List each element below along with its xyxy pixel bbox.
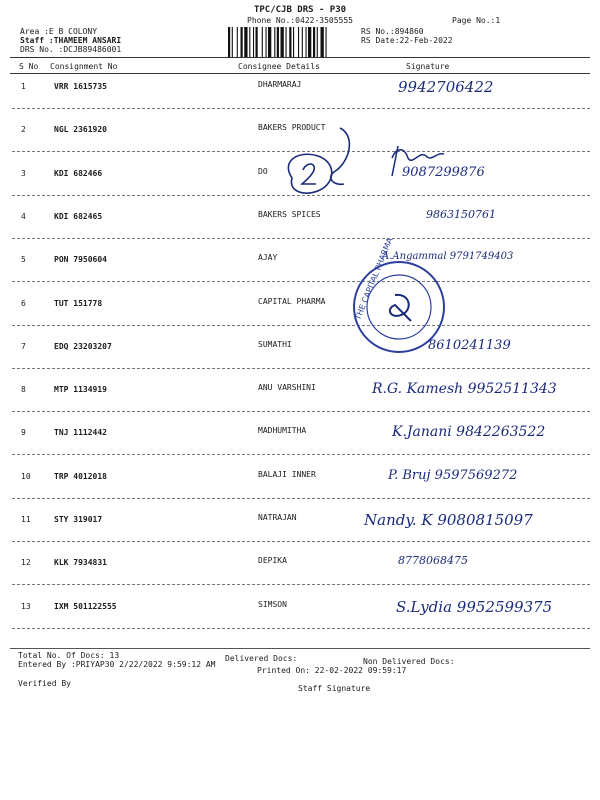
document-title: TPC/CJB DRS - P30 [253,5,347,15]
row-handwritten-signature: A.Angammal 9791749403 [382,251,514,263]
row-handwritten-signature: 9087299876 [402,164,485,180]
row-consignment-no: TNJ 1112442 [54,428,107,438]
row-consignee: BAKERS SPICES [258,209,321,219]
row-handwritten-signature: P. Bruj 9597569272 [388,467,518,483]
printed-on: Printed On: 22-02-2022 09:59:17 [257,666,407,675]
row-consignment-no: KDI 682465 [54,211,103,221]
footer-divider [10,648,590,649]
circled-two-mark [288,128,349,193]
area-label: Area :E B COLONY [20,27,98,36]
row-consignee: ANU VARSHINI [258,383,316,393]
rs-date: RS Date:22-Feb-2022 [361,36,453,45]
delivered-docs: Delivered Docs: [225,654,298,663]
row-consignee: MADHUMITHA [258,426,307,436]
phone-number: Phone No.:0422-3505555 [247,16,353,25]
row-consignee: SUMATHI [258,339,292,349]
row-consignee: DO [258,166,268,176]
capital-pharma-stamp [354,262,444,352]
entered-by: Entered By :PRIYAP30 2/22/2022 9:59:12 AM [18,660,216,669]
page-number: Page No.:1 [452,16,501,25]
row-consignee: CAPITAL PHARMA [258,296,326,306]
row-sno: 1 [21,82,26,91]
row-sno: 12 [21,558,31,568]
rs-number: RS No.:894860 [361,27,424,36]
verified-by: Verified By [18,679,71,688]
row-consignment-no: NGL 2361920 [54,125,107,135]
row-consignment-no: IXM 501122555 [54,601,117,611]
row-consignment-no: TRP 4012018 [54,471,107,481]
row-sno: 10 [21,471,31,481]
row-sno: 3 [21,168,26,178]
col-header-consignment: Consignment No [50,62,118,71]
row-consignment-no: TUT 151778 [54,298,103,308]
row-sno: 11 [21,515,31,524]
row-consignment-no: VRR 1615735 [54,82,107,91]
staff-signature: Staff Signature [298,684,371,693]
col-header-sno: S No [19,62,39,71]
row-handwritten-signature: R.G. Kamesh 9952511343 [372,381,557,398]
staff-label: Staff :THAMEEM ANSARI [20,36,122,45]
stamp-text: THE CAPITAL PHARMA [353,236,395,322]
row-sno: 2 [21,125,26,135]
row-consignment-no: KLK 7934831 [54,558,107,568]
row-handwritten-signature: 9942706422 [398,78,494,96]
row-handwritten-signature: Nandy. K 9080815097 [364,511,533,529]
row-consignee: NATRAJAN [258,513,297,522]
row-consignee: SIMSON [258,599,287,609]
col-header-signature: Signature [406,62,450,71]
row-sno: 13 [21,601,31,611]
row-handwritten-signature: K.Janani 9842263522 [392,424,546,441]
row-consignment-no: EDQ 23203207 [54,341,112,351]
row-handwritten-signature: S.Lydia 9952599375 [396,597,553,616]
row-consignee: BAKERS PRODUCT [258,123,326,133]
row-sno: 5 [21,255,26,265]
non-delivered-docs: Non Delivered Docs: [363,657,455,666]
row-handwritten-signature: 8610241139 [428,337,511,353]
signature-scribble-row-2 [392,146,444,176]
drs-number: DRS No. :DCJB89486001 [20,45,122,54]
row-handwritten-signature: 9863150761 [426,207,496,221]
row-sno: 9 [21,428,26,438]
row-consignment-no: STY 319017 [54,515,103,524]
row-sno: 4 [21,211,26,221]
col-header-consignee: Consignee Details [238,62,320,71]
row-consignee: AJAY [258,253,278,263]
row-consignment-no: PON 7950604 [54,255,107,265]
row-consignee: DEPIKA [258,556,287,566]
row-sno: 7 [21,341,26,351]
row-consignee: DHARMARAJ [258,80,302,89]
row-sno: 6 [21,298,26,308]
total-docs: Total No. Of Docs: 13 [18,651,120,660]
row-sno: 8 [21,385,26,395]
row-consignment-no: KDI 682466 [54,168,103,178]
row-handwritten-signature: 8778068475 [398,554,468,568]
row-consignee: BALAJI INNER [258,469,316,479]
row-consignment-no: MTP 1134919 [54,385,107,395]
